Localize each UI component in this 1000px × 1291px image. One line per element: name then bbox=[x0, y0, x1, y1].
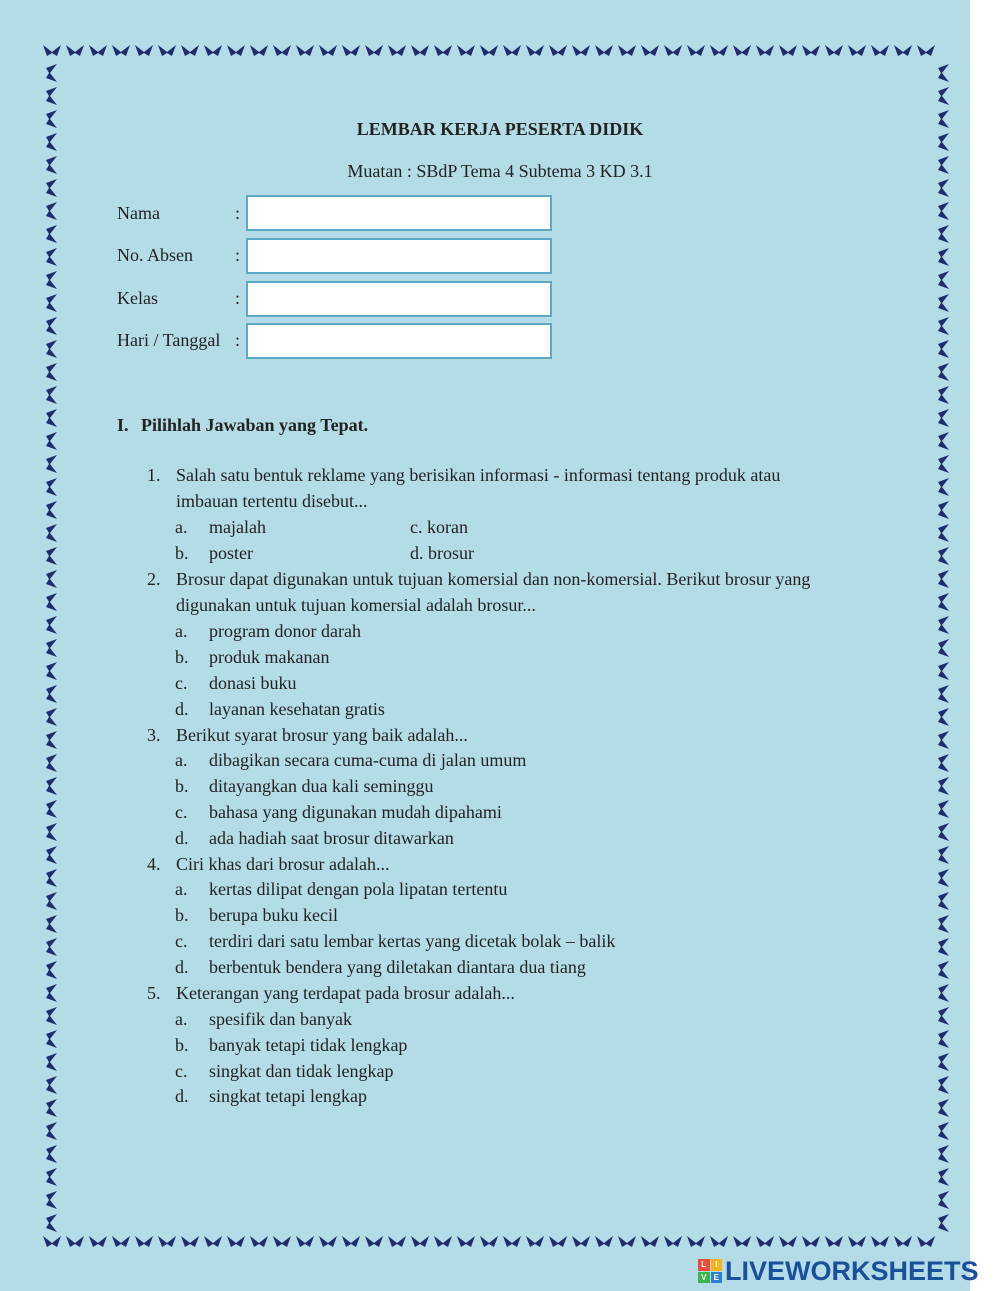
bird-ornament-icon bbox=[46, 869, 57, 887]
bird-ornament-icon bbox=[46, 409, 57, 427]
bird-ornament-icon bbox=[938, 1122, 949, 1140]
option-text: spesifik dan banyak bbox=[209, 1009, 352, 1029]
bird-ornament-icon bbox=[46, 386, 57, 404]
bird-ornament-icon bbox=[618, 1236, 636, 1247]
bird-ornament-icon bbox=[181, 45, 199, 56]
bird-ornament-icon bbox=[89, 45, 107, 56]
absen-label: No. Absen bbox=[117, 245, 193, 265]
bird-ornament-icon bbox=[938, 225, 949, 243]
bird-ornament-icon bbox=[938, 1168, 949, 1186]
bird-ornament-icon bbox=[135, 1236, 153, 1247]
bird-ornament-icon bbox=[938, 777, 949, 795]
bird-ornament-icon bbox=[871, 45, 889, 56]
bird-ornament-icon bbox=[526, 1236, 544, 1247]
option-letter: d. bbox=[175, 957, 189, 977]
option-letter: b. bbox=[175, 776, 189, 796]
option-text: dibagikan secara cuma-cuma di jalan umum bbox=[209, 750, 527, 770]
bird-ornament-icon bbox=[938, 662, 949, 680]
bird-ornament-icon bbox=[46, 984, 57, 1002]
bird-ornament-icon bbox=[938, 984, 949, 1002]
question-text: imbauan tertentu disebut... bbox=[176, 491, 368, 511]
bird-ornament-icon bbox=[938, 915, 949, 933]
bird-ornament-icon bbox=[46, 1099, 57, 1117]
bird-ornament-icon bbox=[411, 45, 429, 56]
bird-ornament-icon bbox=[158, 45, 176, 56]
bird-ornament-icon bbox=[938, 547, 949, 565]
bird-ornament-icon bbox=[46, 271, 57, 289]
name-input[interactable] bbox=[246, 195, 552, 231]
bird-ornament-icon bbox=[46, 616, 57, 634]
option-letter: c. bbox=[175, 1061, 188, 1081]
bird-ornament-icon bbox=[273, 1236, 291, 1247]
bird-ornament-icon bbox=[46, 915, 57, 933]
bird-ornament-icon bbox=[158, 1236, 176, 1247]
question-number: 2. bbox=[147, 569, 161, 589]
bird-ornament-icon bbox=[457, 1236, 475, 1247]
bird-ornament-icon bbox=[938, 363, 949, 381]
bird-ornament-icon bbox=[46, 87, 57, 105]
bird-ornament-icon bbox=[342, 1236, 360, 1247]
kelas-colon: : bbox=[235, 288, 241, 308]
bird-ornament-icon bbox=[411, 1236, 429, 1247]
bird-ornament-icon bbox=[938, 869, 949, 887]
bird-ornament-icon bbox=[46, 754, 57, 772]
bird-ornament-icon bbox=[46, 317, 57, 335]
bird-ornament-icon bbox=[46, 892, 57, 910]
option-letter: a. bbox=[175, 1009, 188, 1029]
option-letter: a. bbox=[175, 879, 188, 899]
bird-ornament-icon bbox=[503, 1236, 521, 1247]
liveworksheets-logo[interactable] bbox=[698, 1256, 979, 1286]
bird-ornament-icon bbox=[938, 593, 949, 611]
bird-ornament-icon bbox=[250, 1236, 268, 1247]
bird-ornament-icon bbox=[250, 45, 268, 56]
liveworksheets-wordmark: LIVEWORKSHEETS bbox=[725, 1255, 979, 1286]
bird-ornament-icon bbox=[938, 1053, 949, 1071]
bird-ornament-icon bbox=[938, 1145, 949, 1163]
bird-ornament-icon bbox=[112, 45, 130, 56]
bird-ornament-icon bbox=[802, 1236, 820, 1247]
option-text: layanan kesehatan gratis bbox=[209, 699, 385, 719]
bird-ornament-icon bbox=[480, 45, 498, 56]
bird-ornament-icon bbox=[46, 662, 57, 680]
mark-letter: I bbox=[711, 1259, 723, 1271]
kelas-input[interactable] bbox=[246, 281, 552, 317]
bird-ornament-icon bbox=[296, 1236, 314, 1247]
option-text: bahasa yang digunakan mudah dipahami bbox=[209, 802, 502, 822]
bird-ornament-icon bbox=[135, 45, 153, 56]
bird-ornament-icon bbox=[434, 1236, 452, 1247]
bird-ornament-icon bbox=[296, 45, 314, 56]
bird-ornament-icon bbox=[938, 639, 949, 657]
bird-ornament-icon bbox=[46, 708, 57, 726]
bird-ornament-icon bbox=[641, 1236, 659, 1247]
bird-ornament-icon bbox=[46, 202, 57, 220]
option-letter: c. bbox=[175, 673, 188, 693]
option-text: singkat dan tidak lengkap bbox=[209, 1061, 394, 1081]
bird-ornament-icon bbox=[938, 87, 949, 105]
name-colon: : bbox=[235, 203, 241, 223]
bird-ornament-icon bbox=[46, 570, 57, 588]
tanggal-input[interactable] bbox=[246, 323, 552, 359]
bird-ornament-icon bbox=[664, 45, 682, 56]
bird-ornament-icon bbox=[46, 685, 57, 703]
question-number: 5. bbox=[147, 983, 161, 1003]
bird-ornament-icon bbox=[938, 754, 949, 772]
bird-ornament-icon bbox=[938, 64, 949, 82]
bird-ornament-icon bbox=[227, 45, 245, 56]
bird-ornament-icon bbox=[46, 524, 57, 542]
bird-ornament-icon bbox=[388, 45, 406, 56]
bird-ornament-icon bbox=[46, 1007, 57, 1025]
bird-ornament-icon bbox=[46, 363, 57, 381]
bird-ornament-icon bbox=[46, 1168, 57, 1186]
bird-ornament-icon bbox=[204, 1236, 222, 1247]
bird-ornament-icon bbox=[938, 340, 949, 358]
bird-ornament-icon bbox=[938, 1030, 949, 1048]
bird-ornament-icon bbox=[938, 1214, 949, 1232]
bird-ornament-icon bbox=[756, 45, 774, 56]
question-text: Salah satu bentuk reklame yang berisikan informasi - informasi tentang produk atau bbox=[176, 465, 781, 485]
bird-ornament-icon bbox=[66, 1236, 84, 1247]
bird-ornament-icon bbox=[938, 570, 949, 588]
worksheet-subtitle: Muatan : SBdP Tema 4 Subtema 3 KD 3.1 bbox=[347, 161, 653, 181]
option-text: ada hadiah saat brosur ditawarkan bbox=[209, 828, 454, 848]
bird-ornament-icon bbox=[802, 45, 820, 56]
option-text: singkat tetapi lengkap bbox=[209, 1086, 367, 1106]
bird-ornament-icon bbox=[917, 1236, 935, 1247]
bird-ornament-icon bbox=[204, 45, 222, 56]
option-text: donasi buku bbox=[209, 673, 297, 693]
bird-ornament-icon bbox=[112, 1236, 130, 1247]
option-text: kertas dilipat dengan pola lipatan tertentu bbox=[209, 879, 508, 899]
bird-ornament-icon bbox=[365, 45, 383, 56]
option-letter: b. bbox=[175, 905, 189, 925]
question-number: 1. bbox=[147, 465, 161, 485]
bird-ornament-icon bbox=[480, 1236, 498, 1247]
bird-ornament-icon bbox=[89, 1236, 107, 1247]
bird-ornament-icon bbox=[733, 45, 751, 56]
bird-ornament-icon bbox=[46, 1053, 57, 1071]
bird-ornament-icon bbox=[687, 1236, 705, 1247]
bird-ornament-icon bbox=[938, 432, 949, 450]
bird-ornament-icon bbox=[938, 202, 949, 220]
bird-ornament-icon bbox=[46, 961, 57, 979]
bird-ornament-icon bbox=[825, 45, 843, 56]
option-letter: b. bbox=[175, 543, 189, 563]
bird-ornament-icon bbox=[46, 547, 57, 565]
question-number: 4. bbox=[147, 854, 161, 874]
bird-ornament-icon bbox=[46, 938, 57, 956]
bird-ornament-icon bbox=[342, 45, 360, 56]
bird-ornament-icon bbox=[641, 45, 659, 56]
option-text: poster bbox=[209, 543, 253, 563]
section-heading: Pilihlah Jawaban yang Tepat. bbox=[141, 415, 369, 435]
option-letter: d. bbox=[175, 828, 189, 848]
bird-ornament-icon bbox=[572, 1236, 590, 1247]
bird-ornament-icon bbox=[46, 64, 57, 82]
bird-ornament-icon bbox=[664, 1236, 682, 1247]
question-text: digunakan untuk tujuan komersial adalah brosur... bbox=[176, 595, 536, 615]
question-text: Brosur dapat digunakan untuk tujuan komersial dan non-komersial. Berikut brosur yang bbox=[176, 569, 811, 589]
bird-ornament-icon bbox=[273, 45, 291, 56]
bird-ornament-icon bbox=[46, 777, 57, 795]
bird-ornament-icon bbox=[710, 1236, 728, 1247]
bird-ornament-icon bbox=[43, 1236, 61, 1247]
bird-ornament-icon bbox=[319, 1236, 337, 1247]
bird-ornament-icon bbox=[938, 708, 949, 726]
bird-ornament-icon bbox=[181, 1236, 199, 1247]
bird-ornament-icon bbox=[526, 45, 544, 56]
bird-ornament-icon bbox=[549, 1236, 567, 1247]
option-letter: b. bbox=[175, 1035, 189, 1055]
option-text: banyak tetapi tidak lengkap bbox=[209, 1035, 408, 1055]
bird-ornament-icon bbox=[848, 45, 866, 56]
kelas-label: Kelas bbox=[117, 288, 158, 308]
bird-ornament-icon bbox=[46, 1145, 57, 1163]
bird-ornament-icon bbox=[549, 45, 567, 56]
bird-ornament-icon bbox=[46, 593, 57, 611]
bird-ornament-icon bbox=[46, 294, 57, 312]
option-text: berupa buku kecil bbox=[209, 905, 338, 925]
bird-ornament-icon bbox=[938, 248, 949, 266]
option-text: program donor darah bbox=[209, 621, 361, 641]
bird-ornament-icon bbox=[938, 455, 949, 473]
option-text: d. brosur bbox=[410, 543, 474, 563]
option-text: majalah bbox=[209, 517, 266, 537]
bird-ornament-icon bbox=[319, 45, 337, 56]
bird-ornament-icon bbox=[938, 501, 949, 519]
bird-ornament-icon bbox=[938, 1076, 949, 1094]
bird-ornament-icon bbox=[938, 386, 949, 404]
bird-ornament-icon bbox=[733, 1236, 751, 1247]
bird-ornament-icon bbox=[572, 45, 590, 56]
bird-ornament-icon bbox=[938, 846, 949, 864]
bird-ornament-icon bbox=[46, 478, 57, 496]
bird-ornament-icon bbox=[618, 45, 636, 56]
bird-ornament-icon bbox=[46, 800, 57, 818]
option-text: terdiri dari satu lembar kertas yang dicetak bolak – balik bbox=[209, 931, 616, 951]
bird-ornament-icon bbox=[938, 1099, 949, 1117]
option-text: produk makanan bbox=[209, 647, 330, 667]
bird-ornament-icon bbox=[687, 45, 705, 56]
mark-letter: V bbox=[698, 1272, 710, 1284]
bird-ornament-icon bbox=[938, 892, 949, 910]
bird-ornament-icon bbox=[43, 45, 61, 56]
bird-ornament-icon bbox=[894, 1236, 912, 1247]
option-text: ditayangkan dua kali seminggu bbox=[209, 776, 434, 796]
option-text: c. koran bbox=[410, 517, 468, 537]
bird-ornament-icon bbox=[365, 1236, 383, 1247]
option-letter: c. bbox=[175, 931, 188, 951]
section-number: I. bbox=[117, 415, 129, 435]
question-text: Keterangan yang terdapat pada brosur adalah... bbox=[176, 983, 515, 1003]
name-label: Nama bbox=[117, 203, 160, 223]
bird-ornament-icon bbox=[46, 1191, 57, 1209]
bird-ornament-icon bbox=[46, 455, 57, 473]
bird-ornament-icon bbox=[457, 45, 475, 56]
bird-ornament-icon bbox=[938, 731, 949, 749]
bird-ornament-icon bbox=[227, 1236, 245, 1247]
question-text: Berikut syarat brosur yang baik adalah... bbox=[176, 725, 468, 745]
mark-letter: E bbox=[711, 1272, 723, 1284]
bird-ornament-icon bbox=[595, 1236, 613, 1247]
bird-ornament-icon bbox=[938, 616, 949, 634]
bird-ornament-icon bbox=[46, 1214, 57, 1232]
bird-ornament-icon bbox=[894, 45, 912, 56]
bird-ornament-icon bbox=[938, 823, 949, 841]
bird-ornament-icon bbox=[938, 961, 949, 979]
bird-ornament-icon bbox=[938, 478, 949, 496]
bird-ornament-icon bbox=[938, 294, 949, 312]
bird-ornament-icon bbox=[938, 685, 949, 703]
question-number: 3. bbox=[147, 725, 161, 745]
bird-ornament-icon bbox=[46, 501, 57, 519]
worksheet-title: LEMBAR KERJA PESERTA DIDIK bbox=[356, 119, 644, 139]
liveworksheets-mark-icon bbox=[698, 1259, 722, 1283]
absen-colon: : bbox=[235, 245, 241, 265]
bird-ornament-icon bbox=[917, 45, 935, 56]
bird-ornament-icon bbox=[46, 731, 57, 749]
bird-ornament-icon bbox=[595, 45, 613, 56]
question-text: Ciri khas dari brosur adalah... bbox=[176, 854, 390, 874]
bird-ornament-icon bbox=[46, 432, 57, 450]
absen-input[interactable] bbox=[246, 238, 552, 274]
bird-ornament-icon bbox=[825, 1236, 843, 1247]
bird-ornament-icon bbox=[46, 639, 57, 657]
bird-ornament-icon bbox=[871, 1236, 889, 1247]
bird-ornament-icon bbox=[938, 271, 949, 289]
bird-ornament-icon bbox=[710, 45, 728, 56]
bird-ornament-icon bbox=[503, 45, 521, 56]
bird-ornament-icon bbox=[938, 409, 949, 427]
bird-ornament-icon bbox=[46, 248, 57, 266]
option-text: berbentuk bendera yang diletakan diantara dua tiang bbox=[209, 957, 586, 977]
option-letter: d. bbox=[175, 1086, 189, 1106]
bird-ornament-icon bbox=[938, 317, 949, 335]
mark-letter: L bbox=[698, 1259, 710, 1271]
tanggal-colon: : bbox=[235, 330, 241, 350]
bird-ornament-icon bbox=[46, 225, 57, 243]
bird-ornament-icon bbox=[434, 45, 452, 56]
bird-ornament-icon bbox=[46, 1076, 57, 1094]
bird-ornament-icon bbox=[848, 1236, 866, 1247]
bird-ornament-icon bbox=[46, 846, 57, 864]
option-letter: a. bbox=[175, 750, 188, 770]
bird-ornament-icon bbox=[938, 1191, 949, 1209]
bird-ornament-icon bbox=[66, 45, 84, 56]
bird-ornament-icon bbox=[756, 1236, 774, 1247]
bird-ornament-icon bbox=[46, 1030, 57, 1048]
option-letter: c. bbox=[175, 802, 188, 822]
bird-ornament-icon bbox=[779, 1236, 797, 1247]
option-letter: a. bbox=[175, 621, 188, 641]
option-letter: b. bbox=[175, 647, 189, 667]
option-letter: a. bbox=[175, 517, 188, 537]
bird-ornament-icon bbox=[938, 1007, 949, 1025]
option-letter: d. bbox=[175, 699, 189, 719]
bird-ornament-icon bbox=[46, 1122, 57, 1140]
bird-ornament-icon bbox=[938, 524, 949, 542]
bird-ornament-icon bbox=[46, 823, 57, 841]
bird-ornament-icon bbox=[938, 800, 949, 818]
tanggal-label: Hari / Tanggal bbox=[117, 330, 221, 350]
bird-ornament-icon bbox=[46, 340, 57, 358]
bird-ornament-icon bbox=[779, 45, 797, 56]
bird-ornament-icon bbox=[388, 1236, 406, 1247]
bird-ornament-icon bbox=[938, 938, 949, 956]
